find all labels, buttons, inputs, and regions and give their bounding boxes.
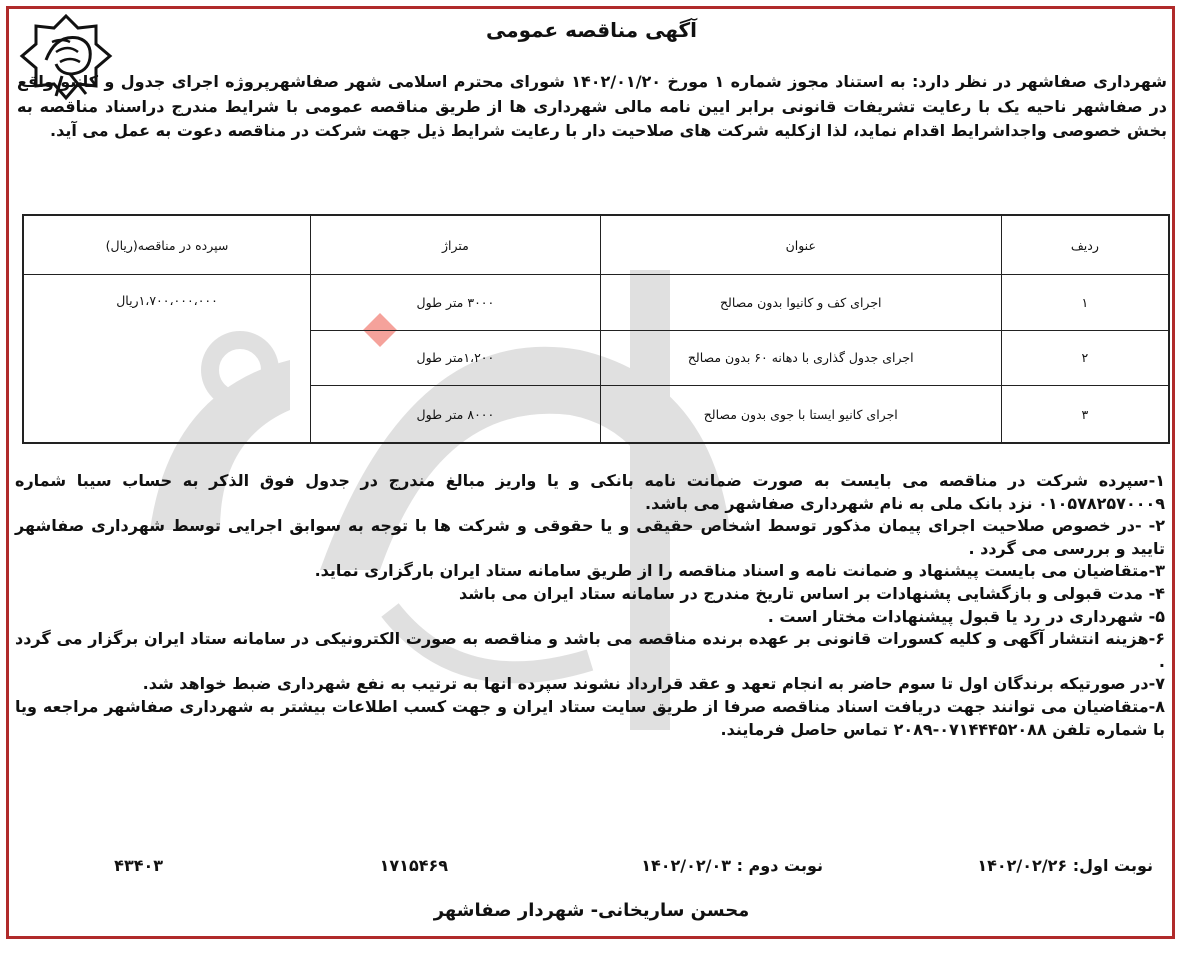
conditions-list (15, 470, 1165, 741)
condition-item: ۲- -در خصوص صلاحیت اجرای پیمان مذکور توسط اشخاص حقیقی و یا حقوقی و شرکت ها با توجه به سوابق اجرایی توسط شهرداری صفاشهر تایید و بررسی می گردد . (15, 516, 1165, 558)
row-number: ۱ (1001, 275, 1169, 331)
condition-item: ۸-متقاضیان می توانند جهت دریافت اسناد مناقصه صرفا از طریق سایت ستاد ایران و جهت کسب اطلاعات بیشتر به شهرداری صفاشهر مراجعه ویا با شماره تلفن ۰۷۱۴۴۴۵۲۰۸۸-۲۰۸۹ تماس حاصل فرمایند. (15, 696, 1165, 739)
condition-item: ۷-در صورتیکه برندگان اول تا سوم حاضر به انجام تعهد و عقد قرارداد نشوند سپرده انها به ترتیب به نفع شهرداری ضبط خواهد شد. (142, 674, 1165, 694)
publication-code-1: ۱۷۱۵۴۶۹ (379, 856, 448, 875)
row-length: ۱،۲۰۰متر طول (311, 330, 601, 386)
table-header-row (23, 215, 1169, 275)
header-title: عنوان (600, 215, 1001, 275)
table-row (23, 275, 1169, 331)
condition-item: ۵- شهرداری در رد یا قبول پیشنهادات مختار است . (767, 606, 1165, 626)
notice-title: آگهی مناقصه عمومی (485, 18, 698, 42)
header-row-number: ردیف (1001, 215, 1169, 275)
notice-intro: شهرداری صفاشهر در نظر دارد: به استناد مجوز شماره ۱ مورخ ۱۴۰۲/۰۱/۲۰ شورای محترم اسلامی شهر صفاشهرپروژه اجرای جدول و کانیو واقع در صفاشهر ناحیه یک با رعایت تشریفات قانونی برابر ایین نامه مالی شهرداری ها از طریق مناقصه عمومی با شرایط مندرج دراسناد مناقصه به بخش خصوصی واجداشرایط اقدام نماید، لذا ازکلیه شرکت های صلاحیت دار با رعایت شرایط ذیل جهت شرکت در مناقصه دعوت به عمل می آید. (17, 72, 1168, 140)
condition-item: ۶-هزینه انتشار آگهی و کلیه کسورات قانونی بر عهده برنده مناقصه می باشد و مناقصه به صورت الکترونیکی در سامانه ستاد ایران برگزار می گردد . (15, 629, 1165, 671)
row-number: ۳ (1001, 386, 1169, 443)
header-deposit: سپرده در مناقصه(ریال) (23, 215, 311, 275)
condition-item: ۱-سپرده شرکت در مناقصه می بایست به صورت ضمانت نامه بانکی و یا واریز مبالغ مندرج در جدول فوق الذکر به حساب سیبا شماره ۰۱۰۵۷۸۲۵۷۰۰۰۹ نزد بانک ملی به نام شهرداری صفاشهر می باشد. (15, 471, 1165, 513)
publication-code-2: ۴۳۴۰۳ (114, 856, 163, 875)
row-length: ۸۰۰۰ متر طول (311, 386, 601, 443)
condition-item: ۳-متقاضیان می بایست پیشنهاد و ضمانت نامه و اسناد مناقصه را از طریق سامانه ستاد ایران بارگزاری نماید. (314, 561, 1165, 581)
condition-item: ۴- مدت قبولی و بازگشایی پشنهادات بر اساس تاریخ مندرج در سامانه ستاد ایران می باشد (459, 583, 1165, 603)
row-length: ۳۰۰۰ متر طول (311, 275, 601, 331)
header-length: متراژ (311, 215, 601, 275)
tender-items-table (22, 214, 1170, 444)
row-title: اجرای جدول گذاری با دهانه ۶۰ بدون مصالح (600, 330, 1001, 386)
row-title: اجرای کانیو ایستا با جوی بدون مصالح (600, 386, 1001, 443)
first-turn-date: نوبت اول: ۱۴۰۲/۰۲/۲۶ (977, 856, 1153, 875)
row-title: اجرای کف و کانیوا بدون مصالح (600, 275, 1001, 331)
row-number: ۲ (1001, 330, 1169, 386)
publication-footer (70, 856, 1153, 882)
second-turn-date: نوبت دوم : ۱۴۰۲/۰۲/۰۳ (641, 856, 823, 875)
mayor-signature: محسن ساریخانی- شهردار صفاشهر (433, 900, 750, 921)
deposit-amount: ۱،۷۰۰،۰۰۰،۰۰۰ریال (23, 275, 311, 444)
